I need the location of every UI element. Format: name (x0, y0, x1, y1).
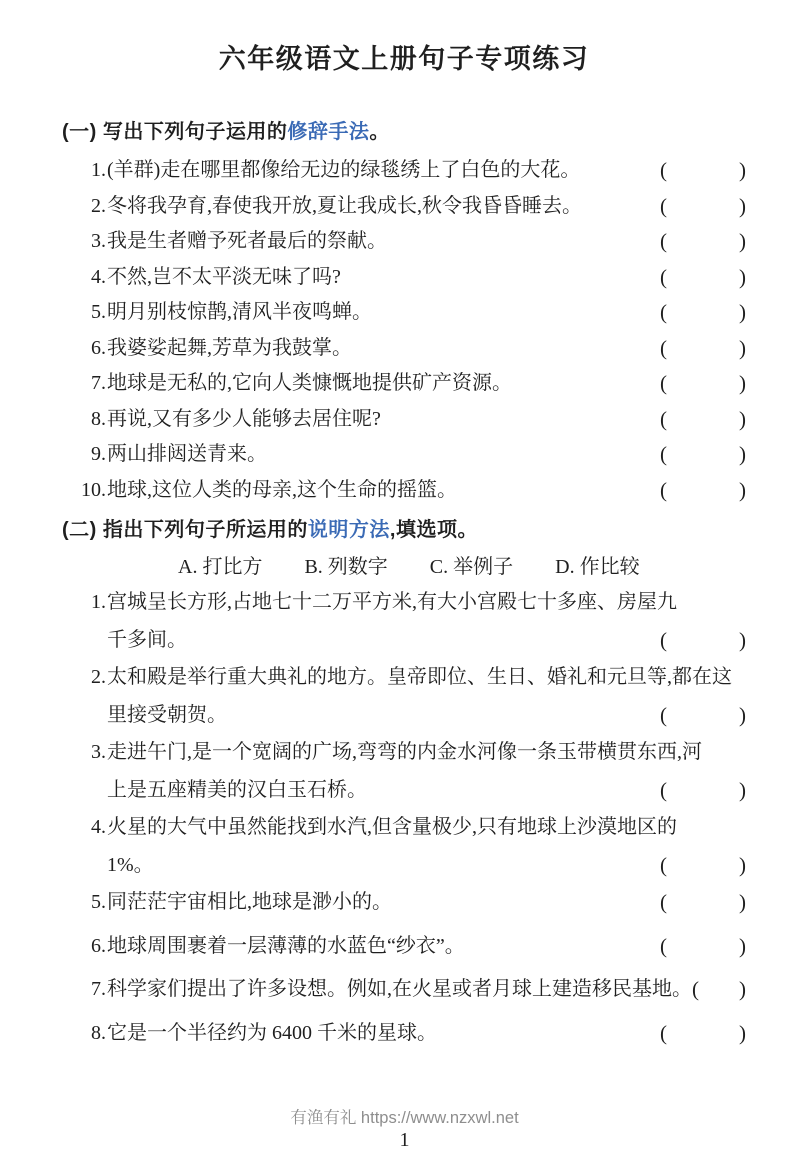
paren-close: ) (739, 977, 746, 1001)
hanging-indent (62, 697, 106, 735)
option-b: B. 列数字 (304, 556, 388, 578)
item-number: 10. (81, 478, 106, 501)
item-text-line2: 1%。 (107, 853, 154, 876)
footer-watermark: 有渔有礼 https://www.nzxwl.net (290, 1109, 519, 1127)
paren-open: ( (660, 300, 667, 324)
exercise-item (62, 153, 746, 189)
item-number: 3. (91, 230, 106, 252)
item-number: 6. (91, 336, 106, 359)
exercise-item (62, 809, 746, 884)
paren-close: ) (739, 229, 746, 253)
item-text-line1: 火星的大气中虽然能找到水汽,但含量极少,只有地球上沙漠地区的 (107, 816, 677, 838)
section1-heading (62, 119, 746, 145)
item-text: 冬将我孕育,春使我开放,夏让我成长,秋令我昏昏睡去。 (107, 194, 582, 217)
item-number: 6. (91, 934, 106, 957)
item-text-line1: 太和殿是举行重大典礼的地方。皇帝即位、生日、婚礼和元旦等,都在这 (107, 666, 732, 688)
exercise-item (62, 402, 746, 438)
item-text: 两山排闼送青来。 (107, 443, 267, 465)
item-number: 2. (91, 194, 106, 217)
paren-open: ( (660, 1020, 667, 1045)
item-text-line2: 里接受朝贺。 (107, 703, 227, 726)
section2-heading-prefix: (二) 指出下列句子所运用的 (62, 519, 308, 541)
paren-close: ) (739, 300, 746, 324)
exercise-item (62, 224, 746, 260)
item-text: 地球是无私的,它向人类慷慨地提供矿产资源。 (107, 372, 512, 394)
paren-open: ( (660, 229, 667, 253)
paren-close: ) (739, 264, 746, 289)
item-number: 1. (91, 591, 106, 613)
paren-close: ) (739, 702, 746, 727)
paren-open: ( (660, 193, 667, 218)
option-d: D. 作比较 (555, 556, 640, 578)
exercise-item (62, 437, 746, 473)
item-text: (羊群)走在哪里都像给无边的绿毯绣上了白色的大花。 (107, 159, 581, 181)
item-number: 8. (91, 1021, 106, 1044)
answer-blank (660, 295, 746, 331)
section1-item-list (62, 153, 746, 508)
answer-blank (660, 928, 746, 966)
item-text: 它是一个半径约为 6400 千米的星球。 (107, 1021, 437, 1044)
paren-open: ( (660, 442, 667, 466)
item-text: 再说,又有多少人能够去居住呢? (107, 407, 381, 430)
paren-close: ) (739, 477, 746, 502)
exercise-item (62, 928, 746, 966)
exercise-item (62, 295, 746, 331)
exercise-item (62, 260, 746, 296)
paren-close: ) (739, 442, 746, 466)
item-number: 5. (91, 301, 106, 323)
paren-open: ( (660, 264, 667, 289)
paren-open: ( (660, 406, 667, 431)
item-number: 2. (91, 666, 106, 688)
answer-blank (660, 772, 746, 810)
page-title: 六年级语文上册句子专项练习 (218, 44, 590, 74)
answer-blank (660, 402, 746, 438)
answer-blank (660, 224, 746, 260)
item-text: 明月别枝惊鹊,清风半夜鸣蝉。 (107, 301, 372, 323)
answer-blank (660, 331, 746, 367)
paren-open: ( (660, 890, 667, 914)
exercise-item (62, 473, 746, 509)
paren-close: ) (739, 1020, 746, 1045)
exercise-item (62, 971, 746, 1009)
paren-close: ) (739, 933, 746, 958)
item-text: 同茫茫宇宙相比,地球是渺小的。 (107, 891, 392, 913)
answer-blank (660, 473, 746, 509)
answer-blank (660, 366, 746, 402)
paren-close: ) (739, 371, 746, 395)
paren-open: ( (692, 977, 699, 1001)
item-text-line2: 千多间。 (107, 628, 187, 651)
section2-item-list (62, 584, 746, 1052)
item-text: 不然,岂不太平淡无味了吗? (107, 265, 341, 288)
section1-heading-prefix: (一) 写出下列句子运用的 (62, 121, 288, 143)
answer-blank (660, 884, 746, 922)
paren-open: ( (660, 777, 667, 802)
item-number: 3. (91, 741, 106, 763)
item-number: 1. (91, 159, 106, 181)
paren-close: ) (739, 890, 746, 914)
paren-close: ) (739, 852, 746, 877)
paren-open: ( (660, 702, 667, 727)
paren-close: ) (739, 777, 746, 802)
item-number: 9. (91, 443, 106, 465)
paren-close: ) (739, 158, 746, 182)
hanging-indent (62, 622, 106, 660)
paren-close: ) (739, 193, 746, 218)
option-c: C. 举例子 (429, 556, 514, 578)
section2-heading-suffix: ,填选项。 (389, 519, 478, 541)
page-number: 1 (399, 1129, 410, 1151)
item-text: 地球,这位人类的母亲,这个生命的摇篮。 (107, 478, 457, 501)
exercise-item (62, 366, 746, 402)
exercise-item (62, 189, 746, 225)
answer-blank (660, 847, 746, 885)
item-text: 我婆娑起舞,芳草为我鼓掌。 (107, 336, 352, 359)
item-text: 我是生者赠予死者最后的祭献。 (107, 230, 387, 252)
paren-open: ( (660, 933, 667, 958)
answer-blank (692, 971, 746, 1009)
answer-blank (660, 622, 746, 660)
answer-blank (660, 153, 746, 189)
item-text-line1: 走进午门,是一个宽阔的广场,弯弯的内金水河像一条玉带横贯东西,河 (107, 741, 702, 763)
answer-blank (660, 437, 746, 473)
exercise-item (62, 659, 746, 734)
paren-close: ) (739, 627, 746, 652)
paren-close: ) (739, 335, 746, 360)
answer-blank (660, 1015, 746, 1053)
paren-open: ( (660, 335, 667, 360)
item-text-line1: 宫城呈长方形,占地七十二万平方米,有大小宫殿七十多座、房屋九 (107, 591, 677, 613)
section1-heading-suffix: 。 (369, 121, 390, 143)
hanging-indent (62, 847, 106, 885)
exercise-item (62, 734, 746, 809)
item-text: 地球周围裹着一层薄薄的水蓝色“纱衣”。 (107, 934, 465, 957)
item-number: 8. (91, 407, 106, 430)
exercise-item (62, 884, 746, 922)
option-a: A. 打比方 (178, 556, 263, 578)
hanging-indent (62, 772, 106, 810)
paren-open: ( (660, 627, 667, 652)
worksheet-page (0, 41, 809, 1052)
paren-close: ) (739, 406, 746, 431)
paren-open: ( (660, 852, 667, 877)
item-number: 4. (91, 265, 106, 288)
exercise-item (62, 584, 746, 659)
item-number: 7. (91, 372, 106, 394)
paren-open: ( (660, 158, 667, 182)
options-row (62, 554, 746, 580)
item-number: 7. (91, 978, 106, 1000)
answer-blank (660, 260, 746, 296)
answer-blank (660, 189, 746, 225)
section2-heading (62, 517, 746, 543)
item-text: 科学家们提出了许多设想。例如,在火星或者月球上建造移民基地。 (107, 978, 692, 1000)
item-text-line2: 上是五座精美的汉白玉石桥。 (107, 778, 367, 801)
paren-open: ( (660, 371, 667, 395)
answer-blank (660, 697, 746, 735)
section1-heading-highlight: 修辞手法 (287, 121, 370, 143)
exercise-item (62, 331, 746, 367)
paren-open: ( (660, 477, 667, 502)
item-number: 4. (91, 816, 106, 838)
section2-heading-highlight: 说明方法 (307, 519, 390, 541)
exercise-item (62, 1015, 746, 1053)
item-number: 5. (91, 891, 106, 913)
